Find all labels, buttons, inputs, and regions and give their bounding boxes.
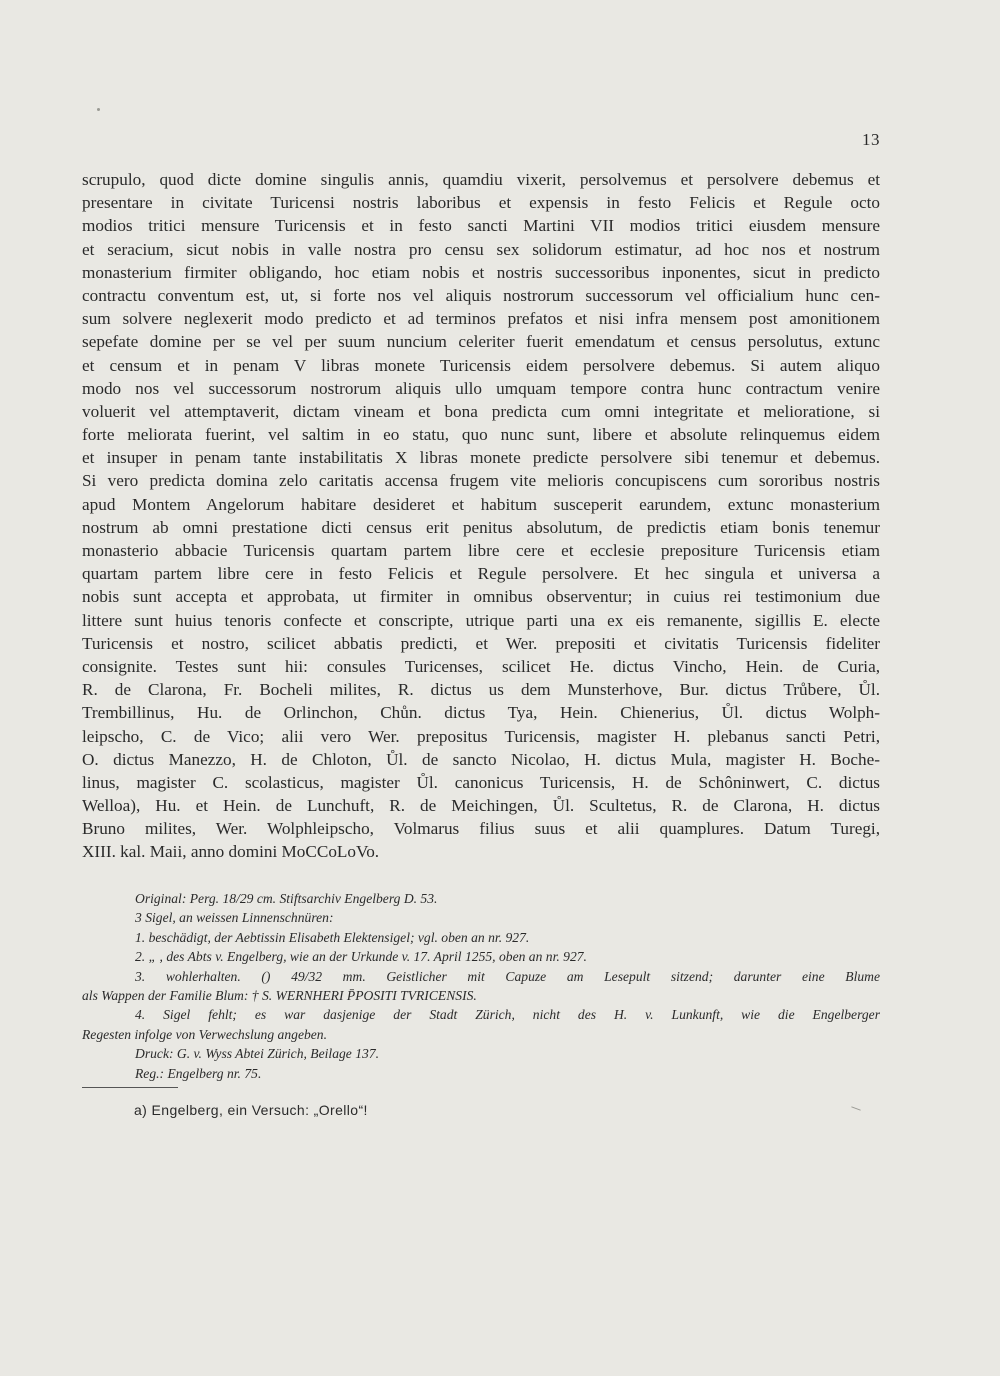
text-line: XIII. kal. Maii, anno domini MoCCoLoVo.: [82, 842, 380, 862]
paper-spot: [97, 108, 100, 111]
text-line: apud Montem Angelorum habitare desideret et habitum susceperit earundem, extunc monasterium: [82, 494, 880, 514]
note-line: 2. „ , des Abts v. Engelberg, wie an der Urkunde v. 17. April 1255, oben an nr. 927.: [135, 949, 587, 965]
text-line: modo nos vel successorum nostrorum aliquis ullo umquam tempore contra hunc contractum venire: [82, 378, 880, 398]
text-line: et censum et in penam V libras monete Turicensis eidem persolvere debemus. Si autem aliquo: [82, 355, 880, 375]
page-number: 13: [862, 130, 880, 149]
note-line: als Wappen der Familie Blum: † S. WERNHERI P̄POSITI TVRICENSIS.: [82, 987, 477, 1003]
note-line: 3 Sigel, an weissen Linnenschnüren:: [135, 910, 334, 926]
note-line: 4. Sigel fehlt; es war dasjenige der Stadt Zürich, nicht des H. v. Lunkunft, wie die Engelberger: [135, 1007, 880, 1023]
text-line: sum solvere neglexerit modo predicto et ad terminos prefatos et nisi infra mensem post amonitionem: [82, 309, 880, 329]
note-line: Regesten infolge von Verwechslung angeben.: [82, 1026, 327, 1042]
footnote-divider: [82, 1087, 178, 1088]
note-line: 1. beschädigt, der Aebtissin Elisabeth Elektensigel; vgl. oben an nr. 927.: [135, 929, 530, 945]
text-line: leipscho, C. de Vico; alii vero Wer. prepositus Turicensis, magister H. plebanus sancti Petri,: [82, 726, 880, 746]
text-line: forte meliorata fuerint, vel saltim in eo statu, quo nunc sunt, libere et absolute relinquemus eidem: [82, 425, 880, 445]
note-line: Reg.: Engelberg nr. 75.: [135, 1065, 262, 1081]
text-line: monasterium firmiter obligando, hoc etiam nobis et nostris successoribus inponentes, sicut in predicto: [82, 262, 880, 282]
text-line: presentare in civitate Turicensi nostris laboribus et expensis in festo Felicis et Regule octo: [82, 193, 880, 213]
note-line: 3. wohlerhalten. () 49/32 mm. Geistlicher mit Capuze am Lesepult sitzend; darunter eine Blume: [135, 968, 880, 984]
text-line: Bruno milites, Wer. Wolphleipscho, Volmarus filius suus et alii quamplures. Datum Turegi,: [82, 819, 880, 839]
note-line: Original: Perg. 18/29 cm. Stiftsarchiv Engelberg D. 53.: [135, 891, 438, 906]
text-line: O. dictus Manezzo, H. de Chloton, Ůl. de sancto Nicolao, H. dictus Mula, magister H. Boche-: [82, 749, 880, 769]
text-line: nostrum ab omni prestatione dicti census erit penitus absolutum, de predictis etiam bonis tenemur: [82, 517, 880, 537]
text-line: contractu conventum est, ut, si forte nos vel aliquis nostrorum successorum vel officialium hunc cen-: [82, 285, 880, 305]
text-line: Si vero predicta domina zelo caritatis accensa frugem vite melioris concupiscens cum sororibus nostris: [82, 471, 880, 491]
paper-mark: [851, 1106, 861, 1110]
text-line: modios tritici mensure Turicensis et in festo sancti Martini VII modios tritici eiusdem mensure: [82, 216, 880, 236]
text-line: Trembillinus, Hu. de Orlinchon, Chůn. dictus Tya, Hein. Chienerius, Ůl. dictus Wolph-: [82, 703, 880, 723]
text-line: quartam partem libre cere in festo Felicis et Regule persolvere. Et hec singula et universa a: [82, 564, 880, 584]
text-line: Turicensis et nostro, scilicet abbatis predicti, et Wer. prepositi et civitatis Turicensis fideliter: [82, 633, 880, 653]
text-line: Welloa), Hu. et Hein. de Lunchuft, R. de Meichingen, Ůl. Scultetus, R. de Clarona, H. dictus: [82, 796, 880, 816]
text-line: et seracium, sicut nobis in valle nostra pro censu sex solidorum estimatur, ad hoc nos et nostrum: [82, 239, 880, 259]
charter-text: [82, 168, 880, 864]
text-line: consignite. Testes sunt hii: consules Turicenses, scilicet He. dictus Vincho, Hein. de Curia,: [82, 656, 880, 676]
footnote: a) Engelberg, ein Versuch: „Orello“!: [134, 1102, 368, 1118]
text-line: nobis sunt accepta et approbata, ut firmiter in omnibus observentur; in cuius rei testimonium due: [82, 587, 880, 607]
text-line: linus, magister C. scolasticus, magister Ůl. canonicus Turicensis, H. de Schôninwert, C. dictus: [82, 772, 880, 792]
text-line: R. de Clarona, Fr. Bocheli milites, R. dictus us dem Munsterhove, Bur. dictus Trůbere, Ůl.: [82, 680, 880, 700]
archival-notes: [82, 889, 880, 1083]
text-line: sepefate domine per se vel per suum nuncium celeriter fuerit emendatum et census persolutus, extunc: [82, 332, 880, 352]
text-line: scrupulo, quod dicte domine singulis annis, quamdiu vixerit, persolvemus et persolvere debemus et: [82, 170, 880, 189]
text-line: littere sunt huius tenoris confecte et conscripte, utrique parti una ex eis remanente, sigillis E. electe: [82, 610, 880, 630]
text-line: et insuper in penam tante instabilitatis X libras monete predicte persolvere sibi tenemur et debemus.: [82, 448, 880, 468]
note-line: Druck: G. v. Wyss Abtei Zürich, Beilage 137.: [135, 1046, 380, 1062]
text-line: monasterio abbacie Turicensis quartam partem libre cere et ecclesie prepositure Turicensis etiam: [82, 541, 880, 560]
text-line: voluerit vel attemptaverit, dictam vineam et bona predicta cum omni integritate et melioratione, si: [82, 401, 880, 421]
